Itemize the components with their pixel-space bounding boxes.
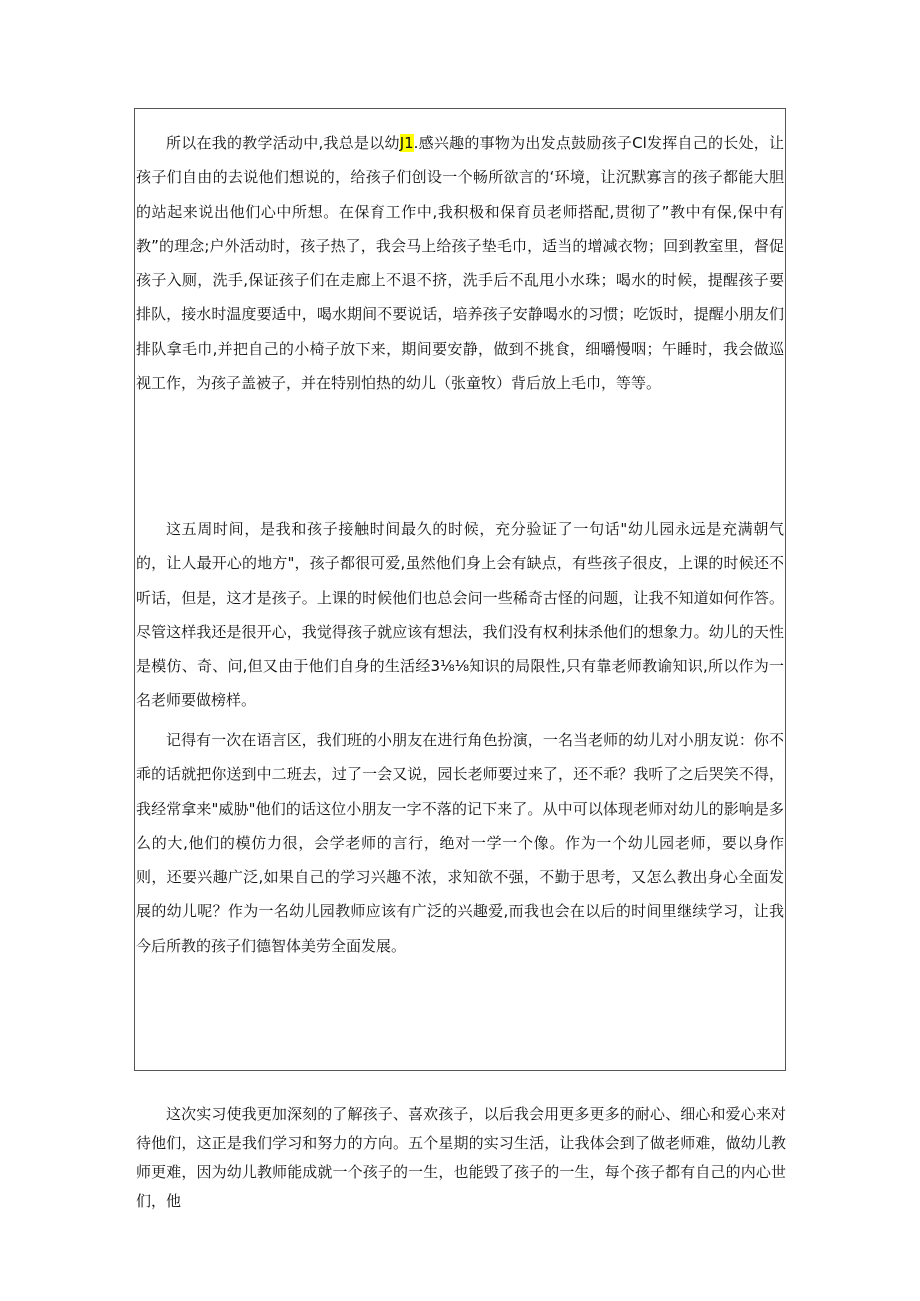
paragraph-1-text-start: 所以在我的教学活动中,我总是以幼 [166, 134, 400, 152]
paragraph-1-text-rest: .感兴趣的事物为出发点鼓励孩子Cl发挥自己的长处，让孩子们自由的去说他们想说的，给孩子们创设一个畅所欲言的‘环境，让沉默寡言的孩子都能大胆的站起来说出他们心中所想。在保育工作中,我积极和保育员老师搭配,贯彻了”教中有保,保中有教”的理念;户外活动时，孩子热了，我会马上给孩子垫毛巾，适当的增减衣物；回到教室里，督促孩子入厕，洗手,保证孩子们在走廊上不退不挤，洗手后不乱甩小水珠；喝水的时候，提醒孩子要排队，接水时温度要适中，喝水期间不要说话，培养孩子安静喝水的习惯；吃饭时，提醒小朋友们排队拿毛巾,并把自己的小椅子放下来，期间要安静，做到不挑食，细嚼慢咽；午睡时，我会做巡视工作，为孩子盖被子，并在特别怕热的幼儿（张童牧）背后放上毛巾，等等。 [136, 134, 784, 393]
paragraph-classroom-care [136, 126, 784, 400]
paragraph-language-corner: 记得有一次在语言区，我们班的小朋友在进行角色扮演，一名当老师的幼儿对小朋友说：你不乖的话就把你送到中二班去，过了一会又说，园长老师要过来了，还不乖？我听了之后哭笑不得，我经常拿来"威胁"他们的话这位小朋友一字不落的记下来了。从中可以体现老师对幼儿的影响是多么的大,他们的模仿力很，会学老师的言行，绝对一学一个像。作为一个幼儿园老师，要以身作则，还要兴趣广泛,如果自己的学习兴趣不浓，求知欲不强，不勤于思考，又怎么教出身心全面发展的幼儿呢？作为一名幼儿园教师应该有广泛的兴趣爱,而我也会在以后的时间里继续学习，让我今后所教的孩子们德智体美劳全面发展。 [136, 731, 784, 955]
paragraph-five-weeks: 这五周时间，是我和孩子接触时间最久的时候，充分验证了一句话"幼儿园永远是充满朝气的，让人最开心的地方"，孩子都很可爱,虽然他们身上会有缺点，有些孩子很皮，上课的时候还不听话，但是，这才是孩子。上课的时候他们也总会问一些稀奇古怪的问题，让我不知道如何作答。尽管这样我还是很开心，我觉得孩子就应该有想法，我们没有权利抹杀他们的想象力。幼儿的天性是模仿、奇、问,但又由于他们自身的生活经3⅛⅛知识的局限性,只有靠老师教谕知识,所以作为一名老师要做榜样。 [136, 520, 784, 710]
paragraph-internship-summary: 这次实习使我更加深刻的了解孩子、喜欢孩子，以后我会用更多更多的耐心、细心和爱心来对待他们，这正是我们学习和努力的方向。五个星期的实习生活，让我体会到了做老师难，做幼儿教师更难，因为幼儿教师能成就一个孩子的一生，也能毁了孩子的一生，每个孩子都有自己的内心世们，他 [136, 1105, 786, 1210]
highlighted-text: J1 [399, 134, 414, 152]
